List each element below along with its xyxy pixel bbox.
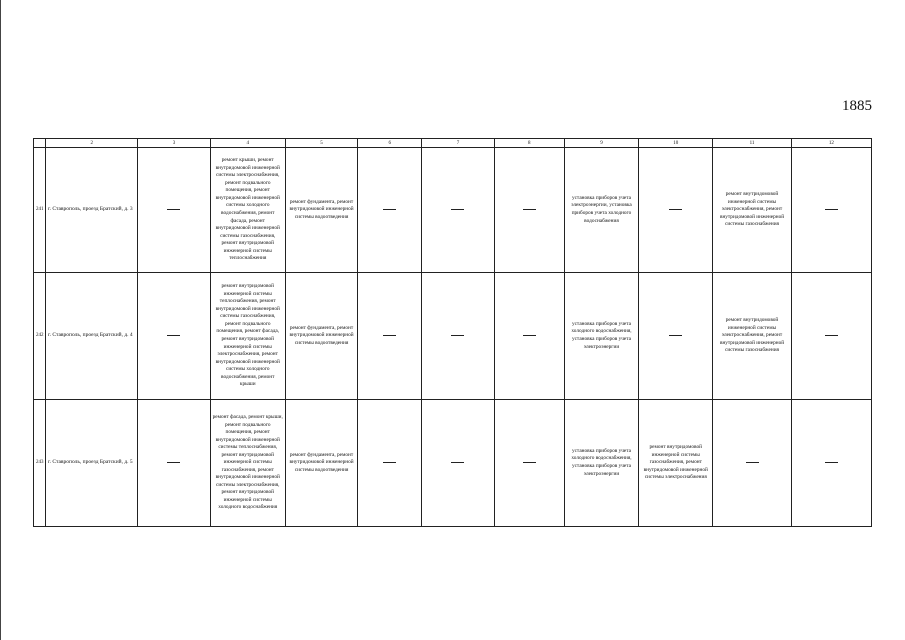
column-header: 10 [639, 139, 713, 148]
empty-cell [422, 148, 494, 273]
dash-mark [523, 462, 536, 463]
empty-cell [494, 273, 564, 400]
empty-cell [639, 273, 713, 400]
works-cell: ремонт внутридомовой инженерной системы электроснабжения, ремонт внутридомовой инженерной системы газоснабжения [713, 148, 791, 273]
column-header: 12 [791, 139, 871, 148]
column-header: 11 [713, 139, 791, 148]
works-cell: установка приборов учета электроэнергии, установка приборов учета холодного водоснабжения [564, 148, 638, 273]
column-number-row [34, 139, 872, 148]
works-cell: установка приборов учета холодного водоснабжения, установка приборов учета электроэнергии [564, 400, 638, 527]
dash-mark [669, 335, 682, 336]
works-cell: ремонт крыши, ремонт внутридомовой инженерной системы электроснабжения, ремонт подвального помещения, ремонт внутридомовой инженерной системы холодного водоснабжения, ремонт фасада, ремонт внутридомовой инженерной системы газоснабжения, ремонт внутридомовой инженерной системы теплоснабжения [210, 148, 285, 273]
empty-cell [422, 400, 494, 527]
empty-cell [358, 400, 422, 527]
column-header: 3 [138, 139, 210, 148]
column-header: 9 [564, 139, 638, 148]
dash-mark [523, 335, 536, 336]
table-row [34, 273, 872, 400]
address-cell: г. Ставрополь, проезд Братский, д. 5 [46, 400, 138, 527]
empty-cell [358, 273, 422, 400]
page-number: 1885 [842, 98, 872, 114]
dash-mark [523, 209, 536, 210]
dash-mark [383, 462, 396, 463]
dash-mark [451, 335, 464, 336]
row-number: 241 [34, 148, 46, 273]
works-cell: ремонт фундамента, ремонт внутридомовой инженерной системы водоотведения [285, 400, 357, 527]
empty-cell [494, 148, 564, 273]
table-row [34, 400, 872, 527]
repair-schedule-table [33, 138, 872, 526]
dash-mark [167, 209, 180, 210]
empty-cell [639, 148, 713, 273]
works-cell: ремонт фундамента, ремонт внутридомовой инженерной системы водоотведения [285, 148, 357, 273]
empty-cell [494, 400, 564, 527]
column-header: 8 [494, 139, 564, 148]
column-header: 2 [46, 139, 138, 148]
empty-cell [138, 400, 210, 527]
empty-cell [138, 148, 210, 273]
column-header: 6 [358, 139, 422, 148]
dash-mark [825, 209, 838, 210]
dash-mark [746, 462, 759, 463]
dash-mark [167, 462, 180, 463]
works-cell: ремонт внутридомовой инженерной системы газоснабжения, ремонт внутридомовой инженерной системы электроснабжения [639, 400, 713, 527]
dash-mark [167, 335, 180, 336]
column-header: 5 [285, 139, 357, 148]
row-number: 243 [34, 400, 46, 527]
works-cell: установка приборов учета холодного водоснабжения, установка приборов учета электроэнергии [564, 273, 638, 400]
works-cell: ремонт фасада, ремонт крыши, ремонт подвального помещения, ремонт внутридомовой инженерной системы теплоснабжения, ремонт внутридомовой инженерной системы газоснабжения, ремонт внутридомовой инженерной системы электроснабжения, ремонт внутридомовой инженерной системы холодного водоснабжения [210, 400, 285, 527]
row-number: 242 [34, 273, 46, 400]
dash-mark [825, 462, 838, 463]
empty-cell [422, 273, 494, 400]
dash-mark [451, 209, 464, 210]
column-header: 7 [422, 139, 494, 148]
column-header [34, 139, 46, 148]
table-row [34, 148, 872, 273]
dash-mark [451, 462, 464, 463]
column-header: 4 [210, 139, 285, 148]
dash-mark [383, 209, 396, 210]
dash-mark [825, 335, 838, 336]
scan-edge-line [0, 0, 1, 640]
empty-cell [791, 148, 871, 273]
empty-cell [791, 273, 871, 400]
dash-mark [383, 335, 396, 336]
works-cell: ремонт фундамента, ремонт внутридомовой инженерной системы водоотведения [285, 273, 357, 400]
address-cell: г. Ставрополь, проезд Братский, д. 4 [46, 273, 138, 400]
empty-cell [138, 273, 210, 400]
empty-cell [791, 400, 871, 527]
empty-cell [358, 148, 422, 273]
works-cell: ремонт внутридомовой инженерной системы теплоснабжения, ремонт внутридомовой инженерной системы газоснабжения, ремонт подвального помещения, ремонт фасада, ремонт внутридомовой инженерной системы электроснабжения, ремонт внутридомовой инженерной системы холодного водоснабжения, ремонт крыши [210, 273, 285, 400]
empty-cell [713, 400, 791, 527]
works-cell: ремонт внутридомовой инженерной системы электроснабжения, ремонт внутридомовой инженерной системы газоснабжения [713, 273, 791, 400]
dash-mark [669, 209, 682, 210]
address-cell: г. Ставрополь, проезд Братский, д. 3 [46, 148, 138, 273]
